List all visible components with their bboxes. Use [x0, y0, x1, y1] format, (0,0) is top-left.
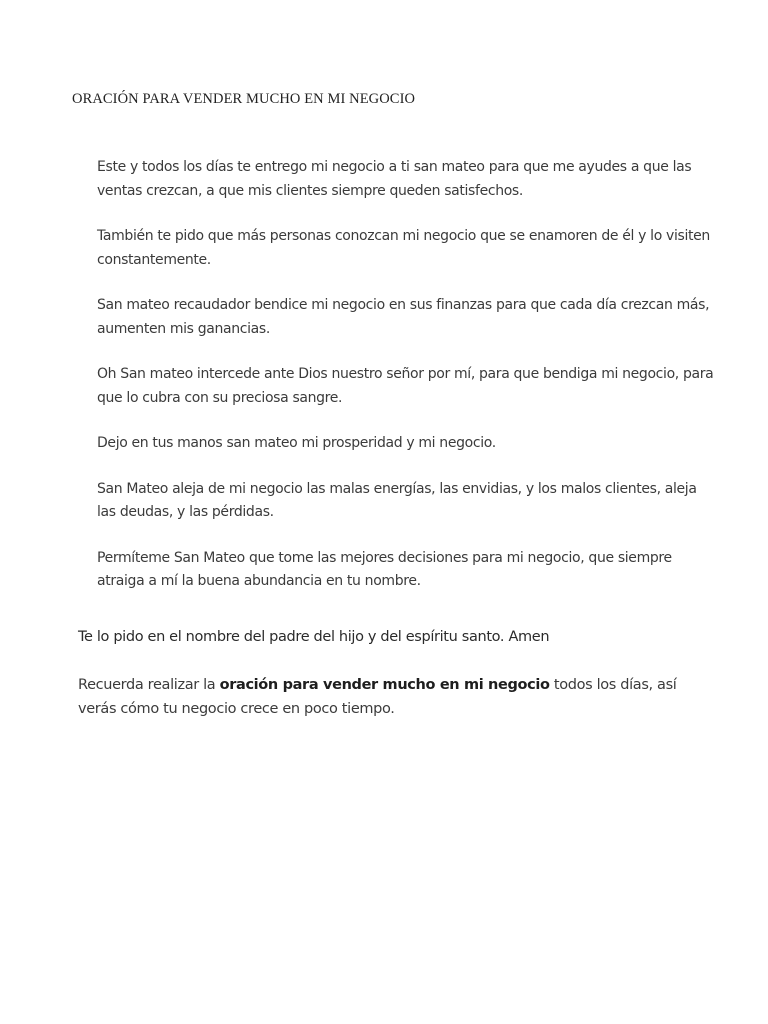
prayer-paragraph-7: Permíteme San Mateo que tome las mejores decisiones para mi negocio, que siempre atraiga a mí la buena abundancia en tu nombre. [97, 549, 672, 589]
reminder-text-after: todos los días, así verás cómo tu negocio crece en poco tiempo. [78, 677, 677, 717]
reminder-bold-phrase: oración para vender mucho en mi negocio [219, 677, 550, 693]
prayer-paragraph-6: San Mateo aleja de mi negocio las malas energías, las envidias, y los malos clientes, aleja las deudas, y las pérdidas. [97, 480, 697, 520]
prayer-paragraphs [97, 156, 717, 616]
prayer-paragraph-3: San mateo recaudador bendice mi negocio en sus finanzas para que cada día crezcan más, aumenten mis ganancias. [97, 297, 710, 337]
reminder-text-before: Recuerda realizar la [78, 677, 220, 693]
prayer-paragraph-4: Oh San mateo intercede ante Dios nuestro señor por mí, para que bendiga mi negocio, para que lo cubra con su preciosa sangre. [97, 366, 714, 406]
prayer-paragraph-2: También te pido que más personas conozcan mi negocio que se enamoren de él y lo visiten constantemente. [97, 228, 710, 268]
reminder-paragraph [78, 674, 718, 721]
prayer-paragraph-1: Este y todos los días te entrego mi negocio a ti san mateo para que me ayudes a que las ventas crezcan, a que mis clientes siempre queden satisfechos. [97, 159, 692, 199]
prayer-paragraph-5: Dejo en tus manos san mateo mi prosperidad y mi negocio. [97, 435, 496, 451]
document-title: ORACIÓN PARA VENDER MUCHO EN MI NEGOCIO [72, 91, 416, 107]
closing-line: Te lo pido en el nombre del padre del hijo y del espíritu santo. Amen [78, 629, 550, 645]
